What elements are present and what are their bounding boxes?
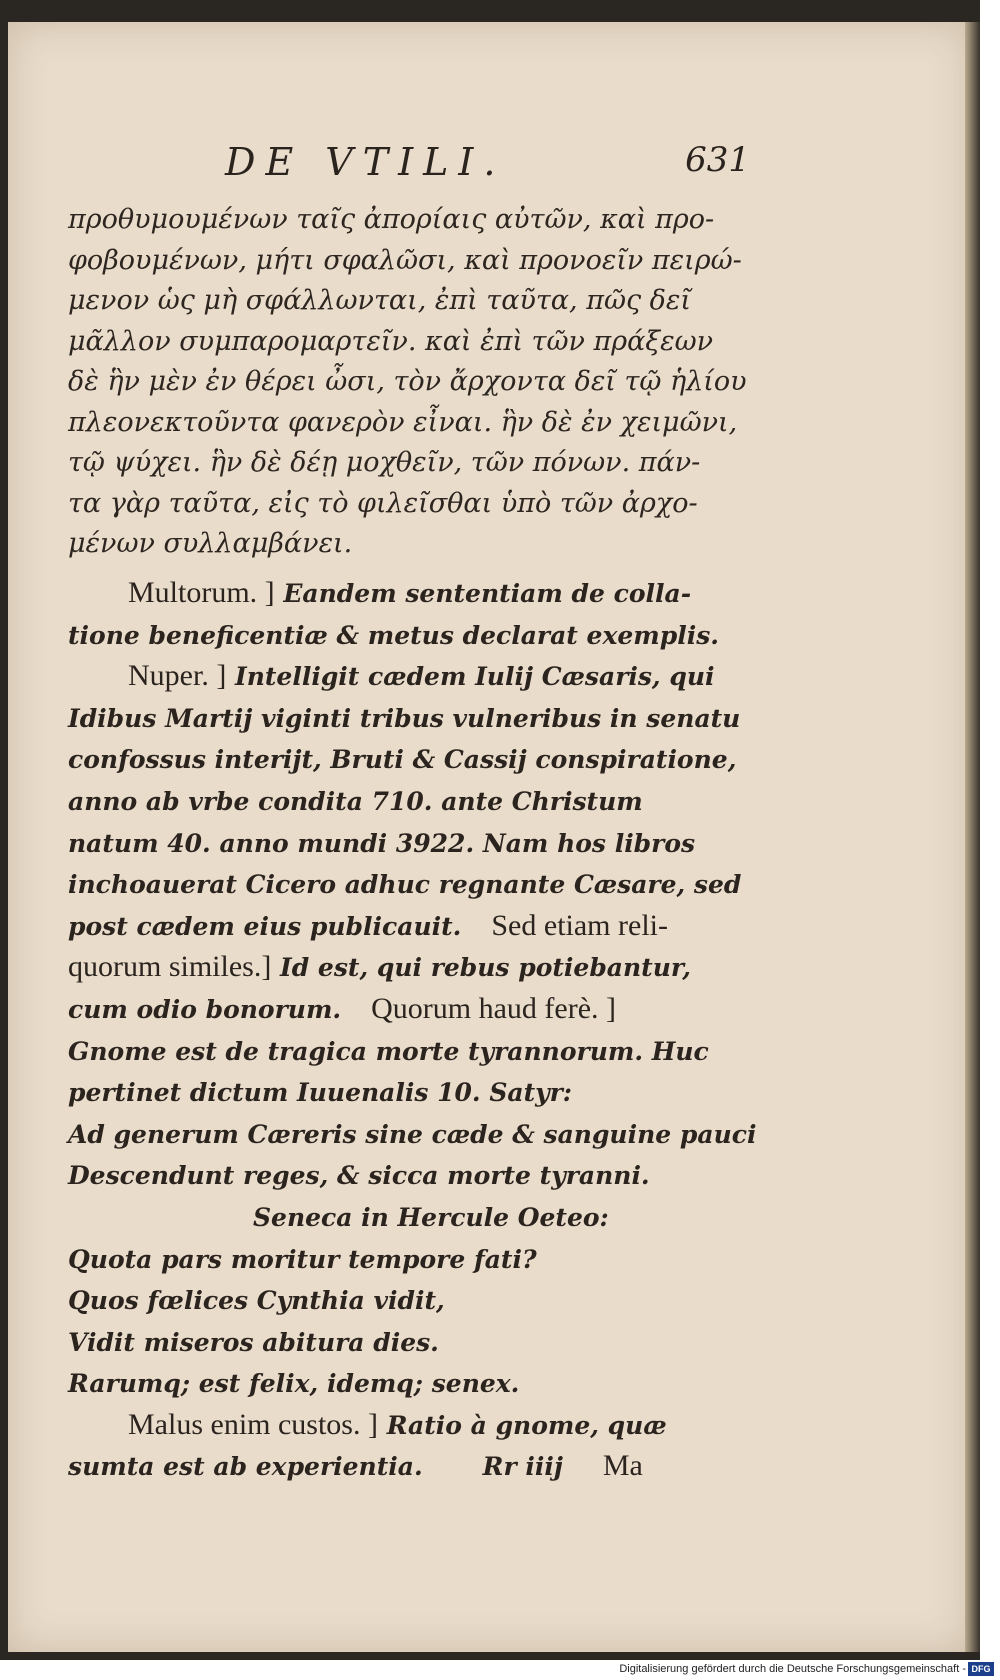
lemma-text: Multorum. ]	[128, 576, 275, 609]
commentary-line	[68, 1072, 768, 1114]
lemma-text: Malus enim custos. ]	[128, 1407, 378, 1441]
commentary-text: confossus interijt, Bruti & Cassij conspiratione,	[68, 745, 737, 775]
commentary-line	[68, 1155, 768, 1197]
commentary-text: Gnome est de tragica morte tyrannorum. Huc	[68, 1036, 709, 1066]
commentary-line	[68, 1405, 768, 1447]
commentary-text: Seneca in Hercule Oeteo:	[253, 1202, 609, 1232]
commentary-text: Ratio à gnome, quæ	[377, 1410, 667, 1440]
commentary-line	[68, 989, 768, 1031]
commentary-line	[68, 615, 768, 657]
commentary-line	[68, 1114, 768, 1156]
commentary-text: Intelligit cædem Iulij Cæsaris, qui	[226, 662, 715, 692]
lemma-text: quorum similes.]	[68, 950, 272, 984]
final-line	[68, 1446, 768, 1488]
commentary-text: Ad generum Cæreris sine cæde & sanguine pauci	[68, 1119, 757, 1149]
commentary-line	[68, 947, 768, 989]
commentary-line	[68, 1197, 768, 1239]
greek-line: δὲ ἣν μὲν ἐν θέρει ὦσι, τὸν ἄρχοντα δεῖ τῷ ἡλίου	[68, 366, 747, 397]
latin-commentary	[68, 573, 768, 1488]
signature-mark: Rr iiij	[482, 1452, 563, 1482]
commentary-text: Quos fœlices Cynthia vidit,	[68, 1286, 445, 1316]
commentary-text: Idibus Martij viginti tribus vulneribus in senatu	[68, 703, 741, 733]
greek-line: μένων συλλαμβάνει.	[68, 528, 353, 559]
commentary-line	[68, 698, 768, 740]
commentary-line	[68, 573, 768, 615]
greek-line: προθυμουμένων ταῖς ἀπορίαις αὐτῶν, καὶ προ-	[68, 204, 715, 235]
commentary-text: pertinet dictum Iuuenalis 10. Satyr:	[68, 1078, 573, 1108]
commentary-text: tione beneficentiæ & metus declarat exemplis.	[68, 620, 719, 650]
commentary-text: Descendunt reges, & sicca morte tyranni.	[68, 1161, 650, 1191]
commentary-text: inchoauerat Cicero adhuc regnante Cæsare, sed	[68, 870, 742, 900]
page-number: 631	[685, 140, 750, 180]
commentary-text: sumta est ab experientia.	[68, 1452, 423, 1482]
page-edge	[965, 22, 980, 1652]
commentary-text: Vidit miseros abitura dies.	[68, 1327, 439, 1357]
commentary-text: Rarumq; est felix, idemq; senex.	[68, 1369, 520, 1399]
commentary-line	[68, 739, 768, 781]
commentary-line	[68, 1239, 768, 1281]
greek-line: φοβουμένων, μήτι σφαλῶσι, καὶ προνοεῖν πειρώ-	[68, 244, 742, 276]
running-head: DE VTILI.	[225, 140, 506, 184]
commentary-line	[68, 656, 768, 698]
commentary-line	[68, 823, 768, 865]
greek-line: μενον ὡς μὴ σφάλλωνται, ἐπὶ ταῦτα, πῶς δεῖ	[68, 285, 691, 316]
commentary-text: anno ab vrbe condita 710. ante Christum	[68, 786, 643, 816]
greek-line: μᾶλλον συμπαρομαρτεῖν. καὶ ἐπὶ τῶν πράξεων	[68, 325, 714, 357]
greek-line: πλεονεκτοῦντα φανερὸν εἶναι. ἣν δὲ ἐν χειμῶνι,	[68, 406, 738, 438]
commentary-line	[68, 1280, 768, 1322]
commentary-line	[68, 781, 768, 823]
commentary-text: natum 40. anno mundi 3922. Nam hos libros	[68, 828, 696, 858]
greek-quotation	[68, 200, 768, 565]
commentary-text: Eandem sententiam de colla-	[274, 579, 692, 608]
commentary-text: Quota pars moritur tempore fati?	[68, 1244, 537, 1274]
funding-credit: Digitalisierung gefördert durch die Deutsche Forschungsgemeinschaft -	[619, 1663, 966, 1675]
lemma-text: Quorum haud ferè. ]	[341, 991, 617, 1025]
commentary-line	[68, 1363, 768, 1405]
commentary-line	[68, 1322, 768, 1364]
commentary-text: Id est, qui rebus potiebantur,	[271, 953, 691, 983]
commentary-text: post cædem eius publicauit.	[68, 911, 462, 941]
page-header	[150, 140, 750, 190]
commentary-line	[68, 1031, 768, 1073]
lemma-text: Nuper. ]	[128, 659, 227, 693]
lemma-text: Sed etiam reli-	[461, 908, 668, 942]
commentary-text: cum odio bonorum.	[68, 994, 342, 1024]
dfg-logo: DFG	[968, 1662, 994, 1676]
commentary-line	[68, 864, 768, 906]
catchword: Ma	[602, 1449, 643, 1483]
commentary-line	[68, 906, 768, 948]
greek-line: τῷ ψύχει. ἣν δὲ δέῃ μοχθεῖν, τῶν πόνων. πάν-	[68, 447, 701, 478]
greek-line: τα γὰρ ταῦτα, εἰς τὸ φιλεῖσθαι ὑπὸ τῶν ἀρχο-	[68, 487, 698, 519]
